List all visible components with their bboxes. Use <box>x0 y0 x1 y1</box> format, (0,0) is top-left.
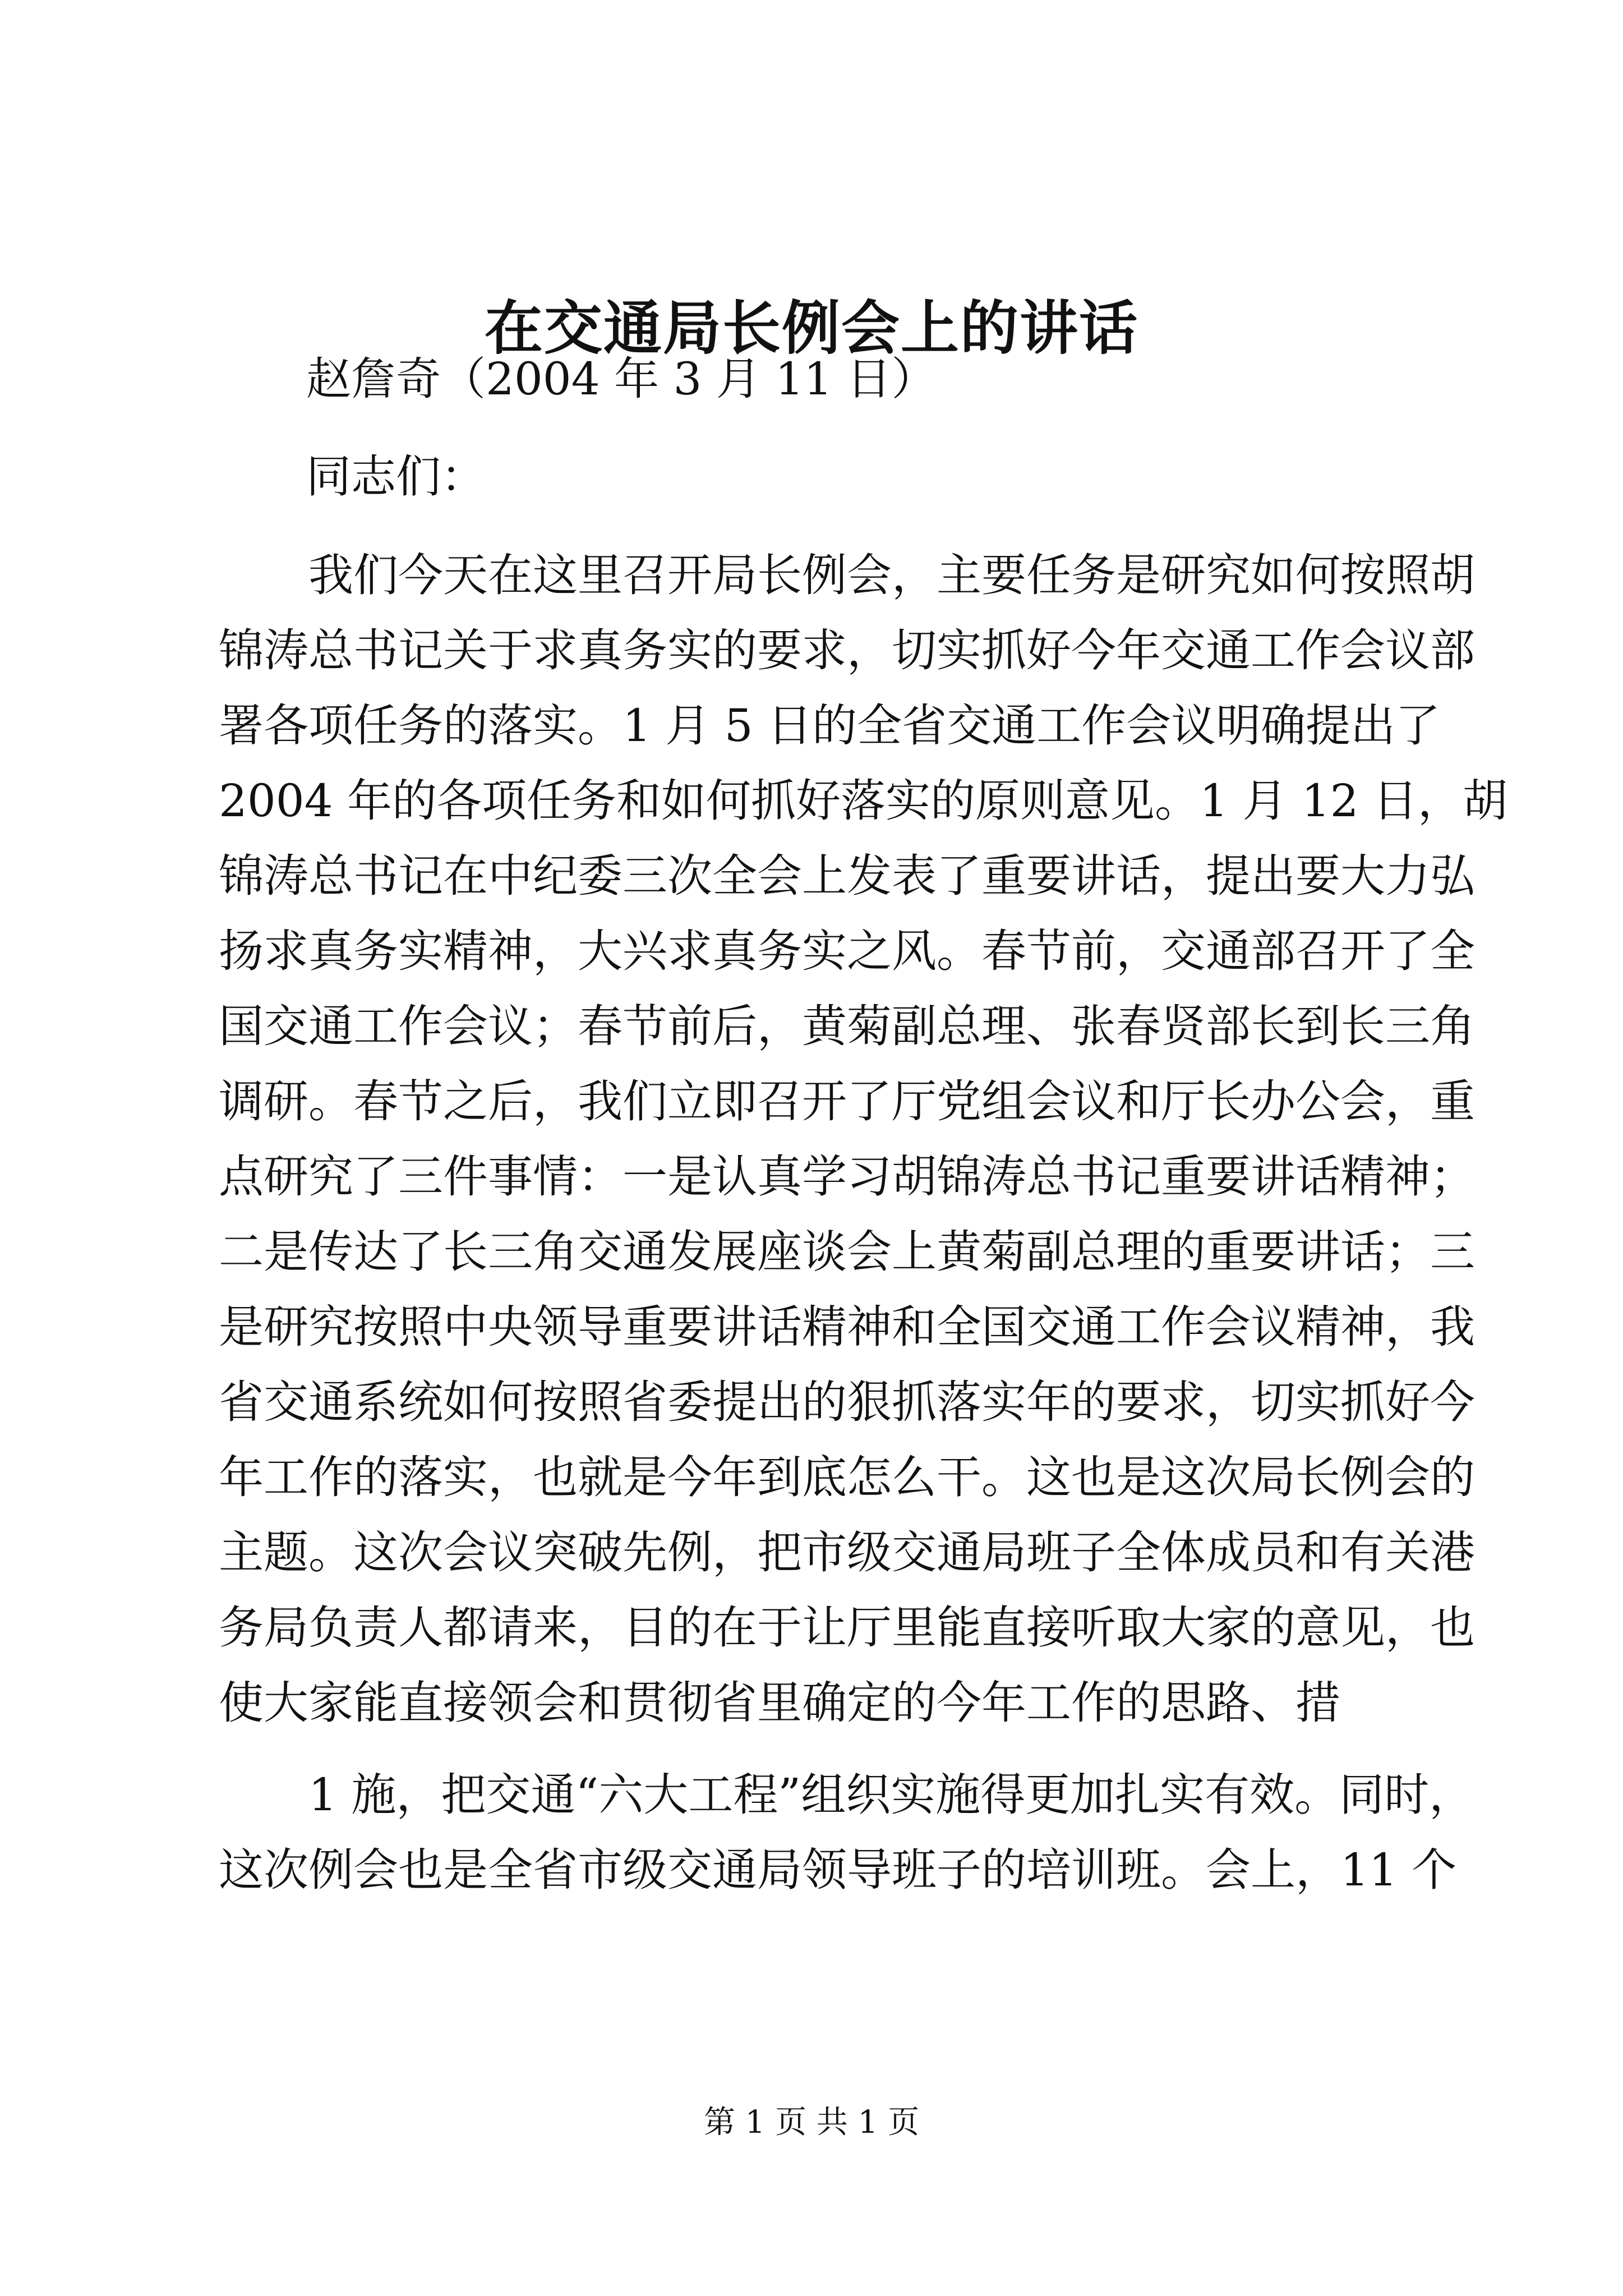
author-line: 赵詹奇（2004 年 3 月 11 日） <box>306 353 937 405</box>
paragraph-line: 国交通工作会议；春节前后，黄菊副总理、张春贤部长到长三角 <box>219 1000 1475 1052</box>
paragraph-line: 年工作的落实，也就是今年到底怎么干。这也是这次局长例会的 <box>219 1451 1475 1503</box>
paragraph-line: 主题。这次会议突破先例，把市级交通局班子全体成员和有关港 <box>219 1526 1475 1579</box>
paragraph-line: 二是传达了长三角交通发展座谈会上黄菊副总理的重要讲话；三 <box>219 1226 1475 1278</box>
paragraph-line: 2004 年的各项任务和如何抓好落实的原则意见。1 月 12 日，胡 <box>219 775 1508 827</box>
paragraph-line: 点研究了三件事情：一是认真学习胡锦涛总书记重要讲话精神； <box>219 1151 1475 1203</box>
paragraph-line: 省交通系统如何按照省委提出的狠抓落实年的要求，切实抓好今 <box>219 1376 1475 1428</box>
paragraph-line: 这次例会也是全省市级交通局领导班子的培训班。会上，11 个 <box>219 1844 1457 1896</box>
paragraph-line: 署各项任务的落实。1 月 5 日的全省交通工作会议明确提出了 <box>219 700 1441 752</box>
paragraph-line: 扬求真务实精神，大兴求真务实之风。春节前，交通部召开了全 <box>219 925 1475 977</box>
paragraph-line: 我们今天在这里召开局长例会，主要任务是研究如何按照胡 <box>219 549 1475 601</box>
paragraph-line: 锦涛总书记在中纪委三次全会上发表了重要讲话，提出要大力弘 <box>219 850 1475 902</box>
document-title: 在交通局长例会上的讲话 <box>484 293 1138 362</box>
paragraph-line: 务局负责人都请来，目的在于让厅里能直接听取大家的意见，也 <box>219 1602 1475 1654</box>
page-footer: 第 1 页 共 1 页 <box>703 2104 920 2141</box>
paragraph-line: 锦涛总书记关于求真务实的要求，切实抓好今年交通工作会议部 <box>219 624 1475 677</box>
paragraph-line: 调研。春节之后，我们立即召开了厅党组会议和厅长办公会，重 <box>219 1075 1475 1128</box>
paragraph-line: 1 施，把交通“六大工程”组织实施得更加扎实有效。同时， <box>219 1769 1474 1821</box>
paragraph-line: 使大家能直接领会和贯彻省里确定的今年工作的思路、措 <box>219 1677 1340 1729</box>
greeting: 同志们： <box>306 450 486 503</box>
paragraph-line: 是研究按照中央领导重要讲话精神和全国交通工作会议精神，我 <box>219 1301 1475 1353</box>
